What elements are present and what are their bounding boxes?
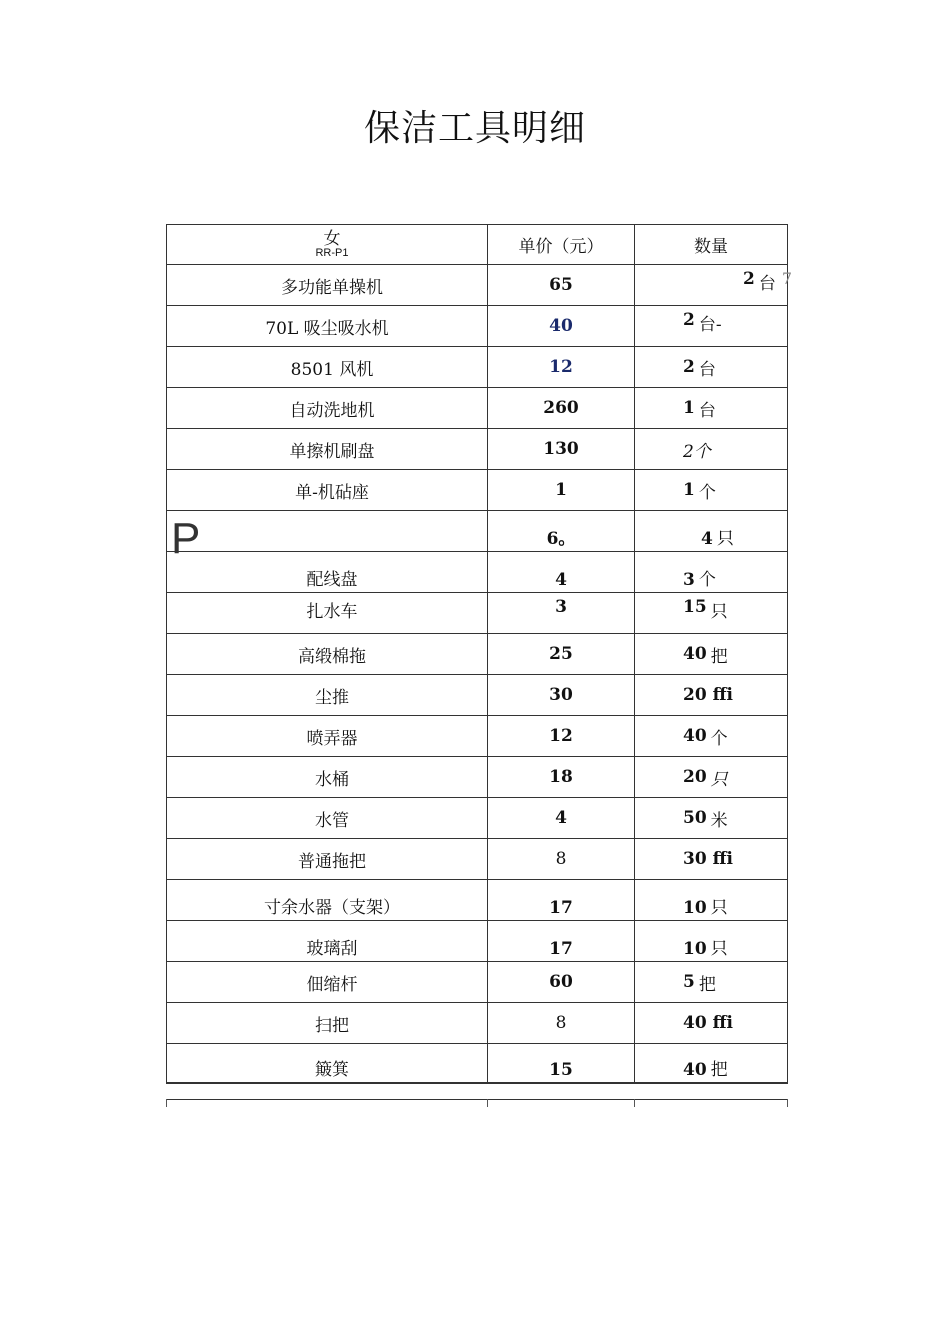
- item-name: 扫把: [166, 1003, 487, 1043]
- item-name: 8501 风机: [166, 347, 487, 387]
- item-name: 水管: [166, 798, 487, 838]
- item-price: 65: [487, 265, 634, 305]
- table-row: [166, 388, 788, 429]
- item-price: 6。: [487, 511, 634, 551]
- item-qty: 3 个: [634, 552, 788, 592]
- table-row: [166, 757, 788, 798]
- item-price: 40: [487, 306, 634, 346]
- table-row: [166, 470, 788, 511]
- item-price: 15: [487, 1044, 634, 1082]
- item-price: 3: [487, 593, 634, 633]
- item-qty: 10 只: [634, 921, 788, 961]
- header-price-cell: 单价（元）: [487, 225, 634, 264]
- table-row: [166, 839, 788, 880]
- table-header-row: [166, 224, 788, 265]
- item-qty: 40 ffi: [634, 1003, 788, 1043]
- table-row: [166, 265, 793, 306]
- item-qty: 20 只: [634, 757, 788, 797]
- header-qty-cell: 数量: [634, 225, 788, 264]
- item-price: 17: [487, 921, 634, 961]
- item-name: 玻璃刮: [166, 921, 487, 961]
- header-name-bottom: RR-P1: [315, 246, 349, 259]
- divider: [487, 1099, 488, 1107]
- item-name: 单擦机刷盘: [166, 429, 487, 469]
- item-price: 18: [487, 757, 634, 797]
- item-qty: 5 把: [634, 962, 788, 1002]
- item-name: 单-机砧座: [166, 470, 487, 510]
- header-name-cell: [166, 225, 487, 264]
- header-name-top: 女: [323, 228, 341, 249]
- item-price: 30: [487, 675, 634, 715]
- table-row: [166, 347, 788, 388]
- table-row: [166, 880, 788, 921]
- table-row: [166, 1044, 788, 1083]
- table-row: [166, 921, 788, 962]
- divider: [166, 1083, 788, 1084]
- item-price: 130: [487, 429, 634, 469]
- table-row: [166, 511, 788, 563]
- item-qty: 30 ffi: [634, 839, 788, 879]
- item-price: 12: [487, 347, 634, 387]
- table-row: [166, 962, 788, 1003]
- item-name: 喷弄器: [166, 716, 487, 756]
- page-title: 保洁工具明细: [363, 108, 586, 149]
- divider: [166, 1099, 788, 1100]
- item-qty: 50 米: [634, 798, 788, 838]
- table-row: [166, 634, 788, 675]
- item-name: 自动洗地机: [166, 388, 487, 428]
- item-price: 4: [487, 798, 634, 838]
- item-name: 佃缩杆: [166, 962, 487, 1002]
- table-row: [166, 593, 788, 634]
- item-price: 8: [487, 839, 634, 879]
- item-qty: 40 把: [634, 634, 788, 674]
- divider: [634, 1099, 635, 1107]
- item-price: 8: [487, 1003, 634, 1043]
- item-name: 簸箕: [166, 1044, 487, 1082]
- item-price: 17: [487, 880, 634, 920]
- item-name: 70L 吸尘吸水机: [166, 306, 487, 346]
- table-row: [166, 1003, 788, 1044]
- item-qty: 20 ffi: [634, 675, 788, 715]
- item-qty: 40 个: [634, 716, 788, 756]
- item-qty: 2 台-: [634, 306, 788, 346]
- table-row: [166, 798, 788, 839]
- item-name: P: [171, 514, 201, 563]
- item-name: 高缎棉拖: [166, 634, 487, 674]
- item-qty: 2个: [634, 429, 788, 469]
- item-qty: 2 台: [634, 347, 788, 387]
- item-qty: 1 台: [634, 388, 788, 428]
- item-price: 25: [487, 634, 634, 674]
- divider: [787, 1099, 788, 1107]
- item-name: 水桶: [166, 757, 487, 797]
- item-qty: 15 只: [634, 593, 788, 633]
- table-row: [166, 716, 788, 757]
- item-qty: 1 个: [634, 470, 788, 510]
- item-name: 普通拖把: [166, 839, 487, 879]
- item-price: 1: [487, 470, 634, 510]
- item-qty: 40 把: [634, 1044, 788, 1082]
- item-price: 60: [487, 962, 634, 1002]
- table-row: [166, 552, 788, 593]
- item-name: 寸余水器（支架）: [166, 880, 487, 920]
- table-row: [166, 306, 788, 347]
- item-name-cell: [166, 511, 487, 563]
- item-qty: 4 只: [634, 511, 788, 551]
- item-price: 260: [487, 388, 634, 428]
- divider: [166, 1099, 167, 1107]
- table-row: [166, 675, 788, 716]
- item-qty: 10 只: [634, 880, 788, 920]
- item-name: 尘推: [166, 675, 487, 715]
- table-row: [166, 429, 788, 470]
- table-bottom-border: [166, 1083, 788, 1107]
- item-price: 4: [487, 552, 634, 592]
- item-name: 扎水车: [166, 593, 487, 633]
- item-name: 配线盘: [166, 552, 487, 592]
- item-name: 多功能单操机: [166, 265, 487, 305]
- item-qty: 2 台 7: [634, 265, 788, 305]
- tools-table: [166, 224, 793, 1083]
- item-price: 12: [487, 716, 634, 756]
